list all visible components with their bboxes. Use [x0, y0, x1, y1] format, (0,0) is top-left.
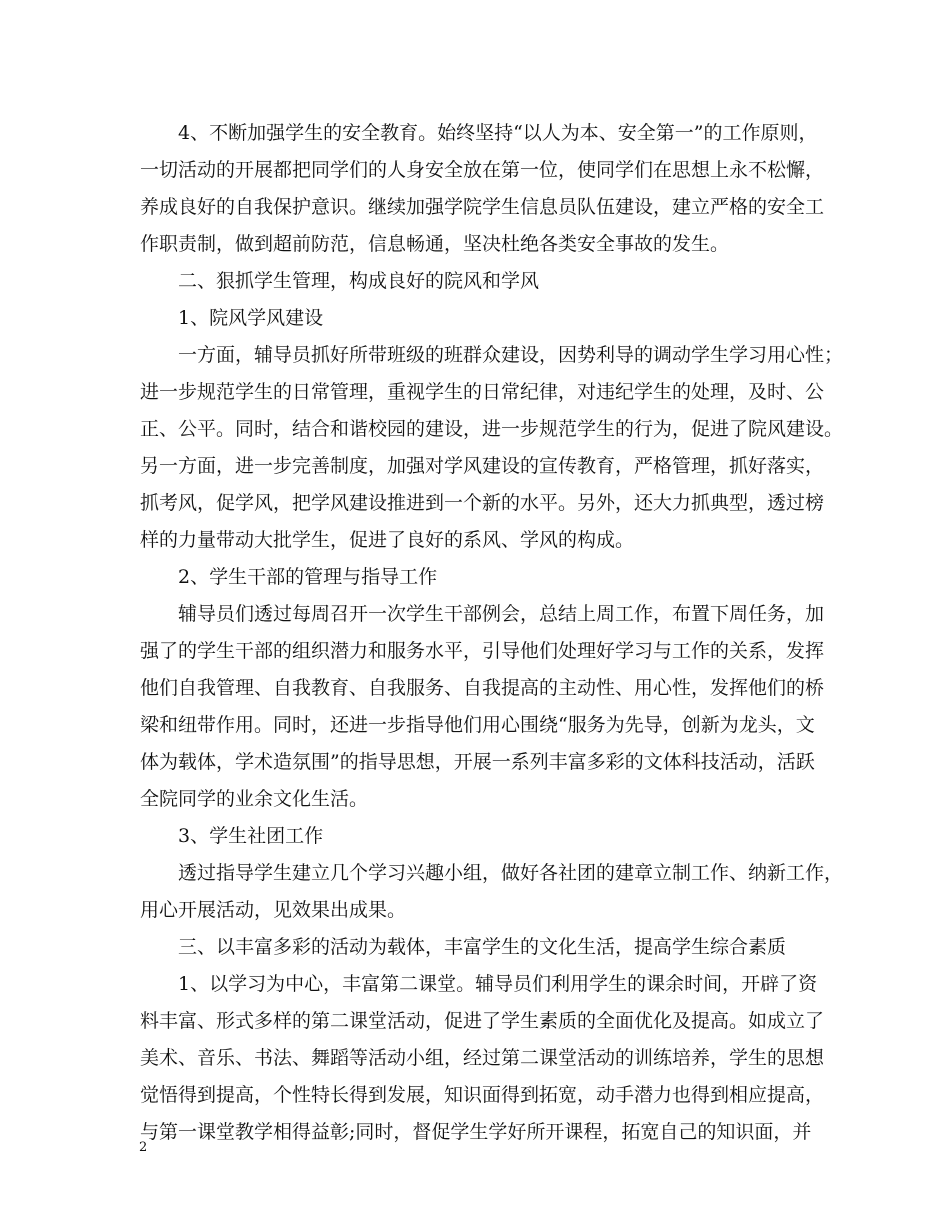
paragraph-line: 体为载体，学术造氛围”的指导思想，开展一系列丰富多彩的文体科技活动，活跃: [140, 751, 815, 773]
paragraph-line: 强了的学生干部的组织潜力和服务水平，引导他们处理好学习与工作的关系，发挥: [140, 640, 825, 662]
paragraph-line: 样的力量带动大批学生，促进了良好的系风、学风的构成。: [140, 529, 635, 551]
subsection-heading: 1、院风学风建设: [178, 307, 324, 329]
paragraph-line: 用心开展活动，见效果出成果。: [140, 899, 407, 921]
paragraph-line: 透过指导学生建立几个学习兴趣小组，做好各社团的建章立制工作、纳新工作，: [178, 862, 844, 884]
paragraph-line: 一切活动的开展都把同学们的人身安全放在第一位，使同学们在思想上永不松懈，: [140, 159, 825, 181]
paragraph-line: 抓考风，促学风，把学风建设推进到一个新的水平。另外，还大力抓典型，透过榜: [140, 492, 825, 514]
paragraph-line: 进一步规范学生的日常管理，重视学生的日常纪律，对违纪学生的处理，及时、公: [140, 381, 825, 403]
paragraph-line: 料丰富、形式多样的第二课堂活动，促进了学生素质的全面优化及提高。如成立了: [140, 1010, 825, 1032]
paragraph-line: 辅导员们透过每周召开一次学生干部例会，总结上周工作，布置下周任务，加: [178, 603, 825, 625]
paragraph-line: 作职责制，做到超前防范，信息畅通，坚决杜绝各类安全事故的发生。: [140, 233, 730, 255]
section-heading: 二、狠抓学生管理，构成良好的院风和学风: [178, 270, 540, 292]
paragraph-line: 养成良好的自我保护意识。继续加强学院学生信息员队伍建设，建立严格的安全工: [140, 196, 825, 218]
paragraph-line: 他们自我管理、自我教育、自我服务、自我提高的主动性、用心性，发挥他们的桥: [140, 677, 825, 699]
paragraph-line: 觉悟得到提高，个性特长得到发展，知识面得到拓宽，动手潜力也得到相应提高，: [140, 1084, 825, 1106]
subsection-heading: 2、学生干部的管理与指导工作: [178, 566, 438, 588]
paragraph-line: 与第一课堂教学相得益彰;同时，督促学生学好所开课程，拓宽自己的知识面，并: [140, 1121, 812, 1143]
paragraph-line: 美术、音乐、书法、舞蹈等活动小组，经过第二课堂活动的训练培养，学生的思想: [140, 1047, 825, 1069]
paragraph-line: 4、不断加强学生的安全教育。始终坚持“以人为本、安全第一”的工作原则，: [178, 122, 818, 144]
section-heading: 三、以丰富多彩的活动为载体，丰富学生的文化生活，提高学生综合素质: [178, 936, 787, 958]
subsection-heading: 3、学生社团工作: [178, 825, 324, 847]
paragraph-line: 正、公平。同时，结合和谐校园的建设，进一步规范学生的行为，促进了院风建设。: [140, 418, 844, 440]
paragraph-line: 梁和纽带作用。同时，还进一步指导他们用心围绕“服务为先导，创新为龙头，文: [140, 714, 815, 736]
paragraph-line: 1、以学习为中心，丰富第二课堂。辅导员们利用学生的课余时间，开辟了资: [178, 973, 818, 995]
paragraph-line: 另一方面，进一步完善制度，加强对学风建设的宣传教育，严格管理，抓好落实，: [140, 455, 825, 477]
paragraph-line: 一方面，辅导员抓好所带班级的班群众建设，因势利导的调动学生学习用心性；: [178, 344, 844, 366]
page-number: 2: [139, 1140, 148, 1155]
paragraph-line: 全院同学的业余文化生活。: [140, 788, 369, 810]
